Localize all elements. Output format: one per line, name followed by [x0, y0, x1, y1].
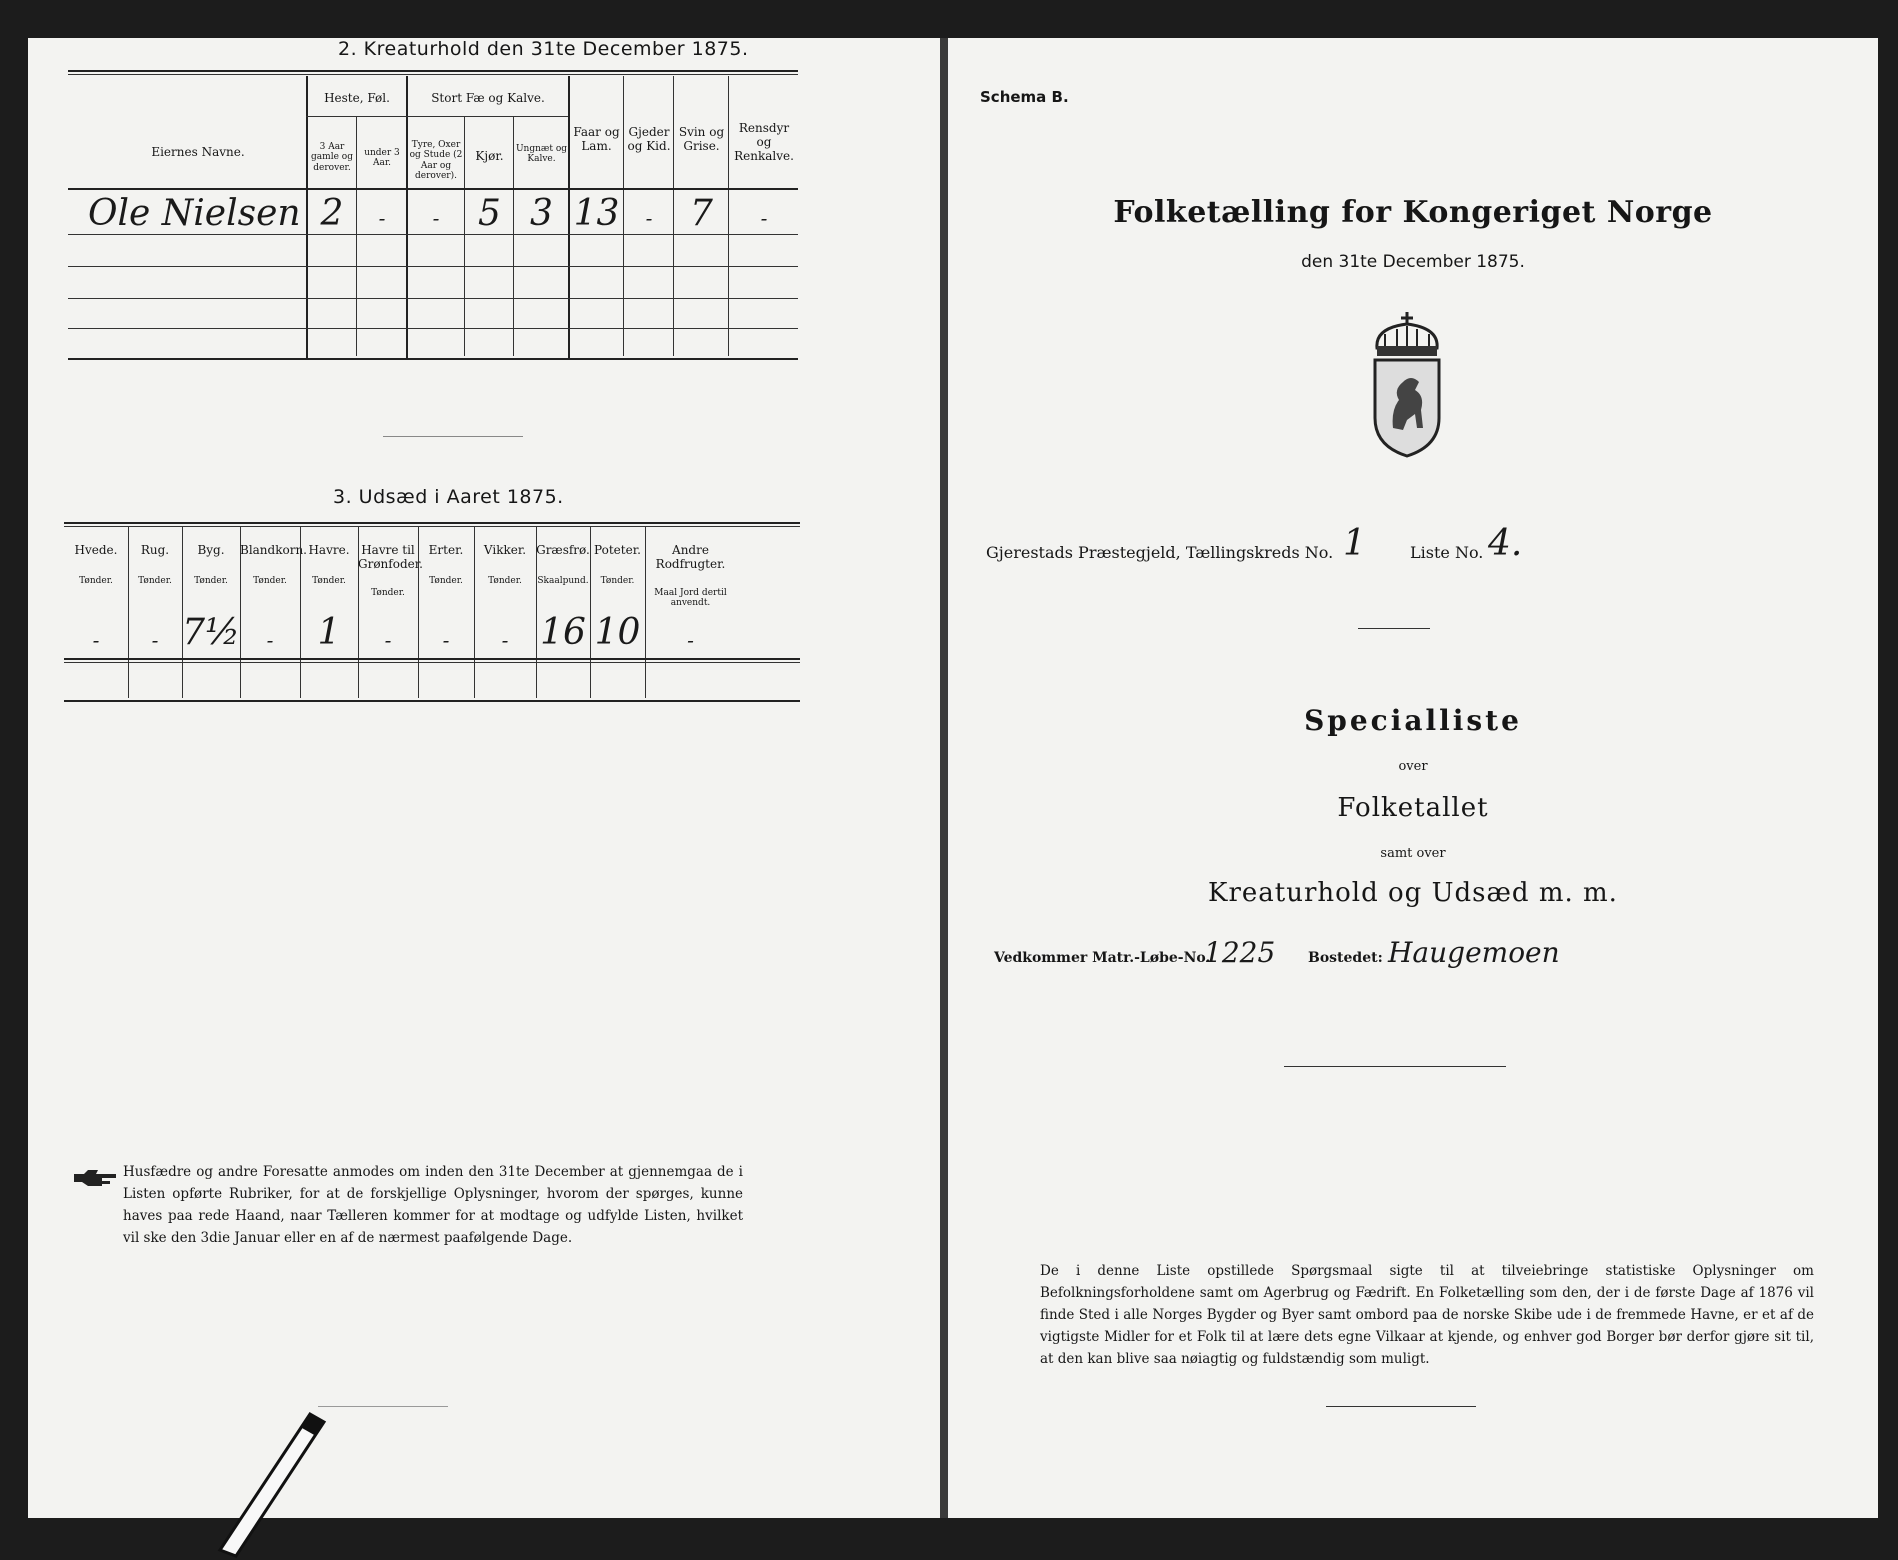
- seed-col-name: Hvede.: [74, 543, 118, 557]
- owner-header: Eiernes Navne.: [151, 145, 245, 159]
- seed-value: -: [442, 628, 450, 652]
- val-horse-under3: -: [378, 206, 386, 230]
- val-reindeer: -: [760, 206, 768, 230]
- val-goats: -: [645, 206, 653, 230]
- group-cattle: Stort Fæ og Kalve.: [431, 91, 545, 105]
- seed-col-unit: Tønder.: [600, 576, 635, 586]
- val-sheep: 13: [573, 193, 620, 234]
- samt-over-text: samt over: [1380, 846, 1446, 861]
- census-date: den 31te December 1875.: [1301, 252, 1525, 272]
- livestock-title: 2. Kreaturhold den 31te December 1875.: [338, 38, 749, 60]
- seed-col-unit: Maal Jord dertil anvendt.: [654, 588, 727, 609]
- footer-note: De i denne Liste opstillede Spørgsmaal sigte til at tilveiebringe statistiske Oplysninger om Befolkningsforholdene samt om Agerbrug og Fædrift. En Folketælling som den, der i de første Dage af 1876 vil finde Sted i alle Norges Bygder og Byer samt ombord paa de norske Skibe ude i de fremmede Havne, er et af de vigtigste Midler for et Folk til at lære dets egne Vilkaar at kjende, og enhver god Borger bør derfor gjøre sit til, at den kan blive saa nøiagtig og fuldstændig som muligt.: [1040, 1263, 1814, 1367]
- seed-col-name: Havre.: [308, 543, 350, 557]
- col-horse-3yr: 3 Aar gamle og derover.: [311, 142, 353, 173]
- seed-value: -: [384, 628, 392, 652]
- val-pigs: 7: [690, 193, 713, 234]
- census-title: Folketælling for Kongeriget Norge: [1113, 195, 1713, 230]
- list-number: 4.: [1488, 523, 1523, 564]
- seed-col-name: Erter.: [428, 543, 464, 557]
- seed-col-name: Byg.: [197, 543, 225, 557]
- seed-value: 7½: [182, 612, 240, 653]
- seed-col-unit: Tønder.: [312, 576, 346, 586]
- seed-col-unit: Tønder.: [138, 576, 172, 586]
- seed-col-name: Vikker.: [483, 543, 527, 557]
- instruction-note: Husfædre og andre Foresatte anmodes om inden den 31te December at gjennemgaa de i Listen opførte Rubriker, for at de forskjellige Oplysninger, hvorom der spørges, kunne haves paa rede Haand, naar Tælleren kommer for at modtage og udfylde Listen, hvilket vil ske den 3die Januar eller en af de nærmest paafølgende Dage.: [123, 1164, 743, 1246]
- kreaturhold-heading: Kreaturhold og Udsæd m. m.: [1208, 878, 1618, 908]
- matr-label: Vedkommer Matr.-Løbe-No.: [994, 950, 1211, 966]
- group-horses: Heste, Føl.: [324, 91, 390, 105]
- specialliste-heading: Specialliste: [1304, 704, 1522, 737]
- seed-value: -: [687, 628, 694, 652]
- col-cows: Kjør.: [475, 149, 504, 163]
- seed-col-unit: Tønder.: [371, 588, 405, 598]
- seed-value: 1: [317, 612, 341, 653]
- seed-value: -: [266, 628, 274, 652]
- seed-col-name: Blandkorn.: [240, 543, 307, 557]
- seed-value: 16: [540, 612, 586, 653]
- col-bulls: Tyre, Oxer og Stude (2 Aar og derover).: [409, 140, 463, 182]
- col-sheep: Faar og Lam.: [573, 125, 620, 153]
- val-bulls: -: [432, 206, 440, 230]
- bosted-label: Bostedet:: [1308, 950, 1383, 966]
- seed-col-unit: Skaalpund.: [537, 576, 589, 586]
- col-horse-under3: under 3 Aar.: [364, 148, 400, 169]
- seed-title: 3. Udsæd i Aaret 1875.: [333, 486, 564, 508]
- seed-col-name: Græsfrø.: [536, 543, 590, 557]
- over-text: over: [1398, 759, 1428, 774]
- seed-value: 10: [594, 612, 641, 653]
- left-page: [28, 38, 940, 1518]
- seed-col-unit: Tønder.: [429, 576, 463, 586]
- seed-value: -: [151, 628, 159, 652]
- seed-col-name: Havre til Grønfoder.: [358, 543, 423, 571]
- seed-value: -: [501, 628, 509, 652]
- seed-col-unit: Tønder.: [194, 576, 228, 586]
- seed-value: -: [92, 628, 100, 652]
- list-label: Liste No.: [1410, 543, 1484, 562]
- seed-col-unit: Tønder.: [488, 576, 522, 586]
- col-pigs: Svin og Grise.: [678, 125, 725, 153]
- col-reindeer: Rensdyr og Renkalve.: [734, 121, 794, 163]
- folketallet-heading: Folketallet: [1337, 793, 1489, 823]
- coat-of-arms-icon: [1363, 310, 1451, 460]
- bosted-value: Haugemoen: [1388, 936, 1560, 969]
- owner-name: Ole Nielsen: [88, 193, 301, 234]
- val-horse-3yr: 2: [320, 193, 344, 234]
- seed-col-unit: Tønder.: [253, 576, 287, 586]
- seed-col-name: Poteter.: [594, 543, 641, 557]
- schema-label: Schema B.: [980, 88, 1069, 106]
- val-cows: 5: [478, 193, 501, 234]
- book-gutter: [940, 38, 948, 1518]
- district-number: 1: [1343, 523, 1366, 564]
- pointing-hand-icon: [72, 1168, 118, 1188]
- pen-icon: [214, 1410, 334, 1560]
- seed-col-unit: Tønder.: [79, 576, 113, 586]
- val-young-cattle: 3: [530, 193, 553, 234]
- parish-label: Gjerestads Præstegjeld, Tællingskreds No.: [986, 543, 1334, 562]
- col-young-cattle: Ungnæt og Kalve.: [515, 144, 568, 165]
- col-goats: Gjeder og Kid.: [627, 125, 671, 153]
- seed-col-name: Andre Rodfrugter.: [655, 543, 726, 571]
- right-page: [948, 38, 1878, 1518]
- matr-number: 1225: [1204, 936, 1276, 969]
- seed-col-name: Rug.: [140, 543, 170, 557]
